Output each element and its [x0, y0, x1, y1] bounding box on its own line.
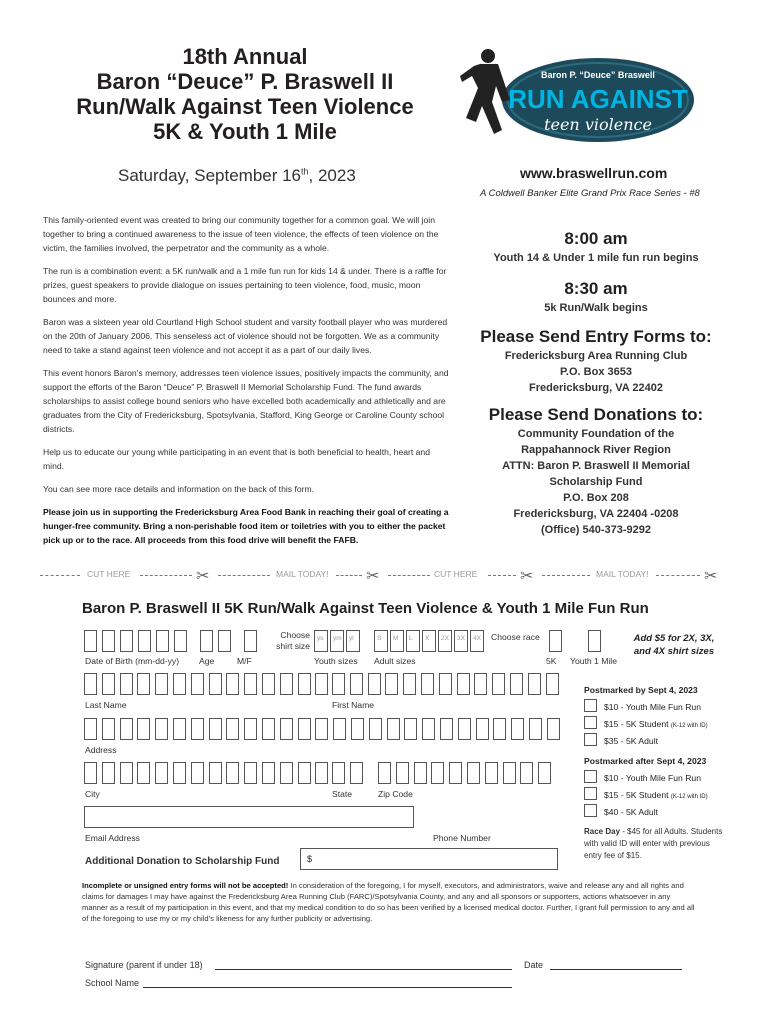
choose-race-label: Choose race [491, 632, 540, 642]
dash-segment [140, 575, 192, 576]
address-char-box[interactable] [315, 718, 328, 740]
donation-input[interactable] [300, 848, 558, 870]
intro-paragraph: Baron was a sixteen year old Courtland High School student and varsity football player who was murdered on the 20th of January 2006. This senseless act of violence should not be forgotten. We as a community need to take a stand against teen violence and not accept it as a part of our daily lives. [43, 317, 448, 355]
first-name-char-box[interactable] [421, 673, 434, 695]
dash-segment [488, 575, 516, 576]
first-name-char-box[interactable] [368, 673, 381, 695]
last-name-char-box[interactable] [102, 673, 115, 695]
youth-start-time: 8:00 am [564, 229, 628, 248]
student-note: (K-12 with ID) [670, 723, 708, 729]
address-char-box[interactable] [244, 718, 257, 740]
entry-line: P.O. Box 3653 [560, 366, 632, 378]
last-name-label: Last Name [85, 700, 127, 710]
title-line: Baron “Deuce” P. Braswell II [96, 69, 394, 94]
last-name-char-box[interactable] [84, 673, 97, 695]
city-char-box[interactable] [209, 762, 222, 784]
last-name-char-box[interactable] [226, 673, 239, 695]
zip-char-box[interactable] [485, 762, 498, 784]
last-name-char-box[interactable] [315, 673, 328, 695]
signature-label: Signature (parent if under 18) [85, 960, 203, 970]
city-char-box[interactable] [315, 762, 328, 784]
svg-text:teen violence: teen violence [544, 115, 652, 134]
price-student-late-label [604, 790, 708, 800]
title-line: 5K & Youth 1 Mile [153, 119, 337, 144]
zip-char-box[interactable] [449, 762, 462, 784]
address-char-box[interactable] [440, 718, 453, 740]
size-option-label: 2X [441, 635, 449, 642]
price-youth-label: $10 - Youth Mile Fun Run [604, 702, 701, 712]
address-char-box[interactable] [298, 718, 311, 740]
address-char-box[interactable] [280, 718, 293, 740]
dash-segment [542, 575, 590, 576]
waiver-text [82, 880, 696, 924]
address-label: Address [85, 745, 117, 755]
zip-char-box[interactable] [520, 762, 533, 784]
city-char-box[interactable] [244, 762, 257, 784]
city-char-box[interactable] [137, 762, 150, 784]
last-name-char-box[interactable] [244, 673, 257, 695]
price-student-text: $15 - 5K Student [604, 719, 669, 729]
price-adult-late-label: $40 - 5K Adult [604, 807, 658, 817]
date-line[interactable] [550, 969, 682, 970]
entry-line: Fredericksburg Area Running Club [504, 350, 688, 362]
city-char-box[interactable] [102, 762, 115, 784]
dash-segment [388, 575, 430, 576]
price-adult-late-checkbox[interactable] [584, 804, 597, 817]
donation-line: Rappahannock River Region [521, 444, 671, 456]
youth-sizes-label: Youth sizes [314, 656, 358, 666]
size-option-label: L [409, 635, 413, 642]
first-name-char-box[interactable] [385, 673, 398, 695]
donations-header: Please Send Donations to: [488, 405, 704, 424]
dob-digit-box[interactable] [84, 630, 97, 652]
svg-text:RUN AGAINST: RUN AGAINST [508, 84, 688, 114]
intro-paragraph: This event honors Baron’s memory, addresses teen violence issues, positively impacts the community, and support the efforts of the Baron “Deuce” P. Braswell II Memorial Scholarship Fund. The fund awards scholarships to assist college bound seniors who have excelled both academically and athletically and are graduates from the City of Fredericksburg, Spotsylvania, Stafford, King George or Caroline County school districts. [43, 368, 449, 434]
website-url[interactable]: www.braswellrun.com [520, 165, 668, 181]
adult-size-box[interactable] [454, 630, 468, 652]
mail-today-text: MAIL TODAY! [276, 569, 329, 579]
city-char-box[interactable] [120, 762, 133, 784]
price-adult-label: $35 - 5K Adult [604, 736, 658, 746]
donation-line: Scholarship Fund [549, 476, 643, 488]
zip-char-box[interactable] [503, 762, 516, 784]
address-char-box[interactable] [458, 718, 471, 740]
cut-here-text: CUT HERE [434, 569, 478, 579]
mail-today-text: MAIL TODAY! [596, 569, 649, 579]
price-youth-checkbox[interactable] [584, 699, 597, 712]
intro-text [43, 213, 453, 556]
last-name-char-box[interactable] [280, 673, 293, 695]
zip-char-box[interactable] [467, 762, 480, 784]
postmarked-before-header: Postmarked by Sept 4, 2023 [584, 685, 698, 695]
price-student-checkbox[interactable] [584, 716, 597, 729]
adult-size-box[interactable] [438, 630, 452, 652]
donation-line: Fredericksburg, VA 22404 -0208 [513, 508, 679, 520]
5k-start-desc: 5k Run/Walk begins [544, 302, 648, 314]
city-char-box[interactable] [280, 762, 293, 784]
zip-char-box[interactable] [431, 762, 444, 784]
last-name-char-box[interactable] [173, 673, 186, 695]
waiver-bold: Incomplete or unsigned entry forms will not be accepted! [82, 881, 289, 890]
scissors-icon: ✂ [366, 568, 380, 585]
city-char-box[interactable] [298, 762, 311, 784]
address-char-box[interactable] [476, 718, 489, 740]
date-suffix: , 2023 [308, 166, 356, 185]
event-title [40, 44, 450, 144]
race-day-label: Race Day [584, 827, 621, 836]
first-name-char-box[interactable] [332, 673, 345, 695]
address-char-box[interactable] [387, 718, 400, 740]
5k-start-time: 8:30 am [564, 279, 628, 298]
address-char-box[interactable] [547, 718, 560, 740]
address-char-box[interactable] [102, 718, 115, 740]
adult-size-box[interactable] [422, 630, 436, 652]
intro-paragraph: This family-oriented event was created to bring our community together for a common goal. We will join together to bring a continued awareness to the issue of teen violence, the effects of teen violence on the victim, the families involved, the perpetrator and the community as a whole. [43, 215, 439, 253]
youth-size-box[interactable] [314, 630, 328, 652]
address-char-box[interactable] [84, 718, 97, 740]
city-char-box[interactable] [191, 762, 204, 784]
age-label: Age [199, 656, 215, 666]
runner-logo-icon [458, 42, 696, 160]
race-day-note [584, 826, 724, 862]
event-date [118, 166, 356, 186]
first-name-char-box[interactable] [350, 673, 363, 695]
dash-segment [656, 575, 700, 576]
first-name-char-box[interactable] [474, 673, 487, 695]
city-char-box[interactable] [173, 762, 186, 784]
zip-char-box[interactable] [396, 762, 409, 784]
donation-label: Additional Donation to Scholarship Fund [85, 856, 280, 867]
last-name-char-box[interactable] [209, 673, 222, 695]
dash-segment [40, 575, 80, 576]
size-option-label: ys [317, 635, 324, 642]
svg-text:Baron P. “Deuce” Braswell: Baron P. “Deuce” Braswell [541, 70, 655, 80]
size-option-label: 3X [457, 635, 465, 642]
zip-char-box[interactable] [378, 762, 391, 784]
youth-size-box[interactable] [330, 630, 344, 652]
dash-segment [336, 575, 362, 576]
entry-line: Fredericksburg, VA 22402 [529, 382, 663, 394]
size-option-label: S [377, 635, 382, 642]
date-sup: th [301, 166, 309, 177]
adult-size-box[interactable] [470, 630, 484, 652]
race-youth-checkbox[interactable] [588, 630, 601, 652]
address-char-box[interactable] [333, 718, 346, 740]
address-char-box[interactable] [404, 718, 417, 740]
size-option-label: X [425, 635, 430, 642]
cut-here-text: CUT HERE [87, 569, 131, 579]
dob-digit-box[interactable] [138, 630, 151, 652]
title-line: Run/Walk Against Teen Violence [76, 94, 414, 119]
first-name-char-box[interactable] [510, 673, 523, 695]
scissors-icon: ✂ [704, 568, 718, 585]
form-title: Baron P. Braswell II 5K Run/Walk Against Teen Violence & Youth 1 Mile Fun Run [82, 600, 649, 617]
state-label: State [332, 789, 353, 799]
address-char-box[interactable] [493, 718, 506, 740]
race-youth-label: Youth 1 Mile [570, 656, 617, 666]
adult-sizes-label: Adult sizes [374, 656, 416, 666]
food-drive-paragraph: Please join us in supporting the Fredericksburg Area Food Bank in reaching their goal of creating a hunger-free community. Bring a non-perishable food item or toiletries with you to either the packet pick up or to the race. All proceeds from this food drive will benefit the FAFB. [43, 507, 449, 545]
dob-label: Date of Birth (mm-dd-yy) [85, 656, 180, 666]
scissors-icon: ✂ [520, 568, 534, 585]
price-youth-late-label: $10 - Youth Mile Fun Run [604, 773, 701, 783]
zip-label: Zip Code [378, 789, 413, 799]
address-char-box[interactable] [511, 718, 524, 740]
address-char-box[interactable] [351, 718, 364, 740]
zip-char-box[interactable] [538, 762, 551, 784]
first-name-label: First Name [332, 700, 375, 710]
last-name-char-box[interactable] [120, 673, 133, 695]
dob-digit-box[interactable] [174, 630, 187, 652]
address-char-box[interactable] [226, 718, 239, 740]
donation-line: ATTN: Baron P. Braswell II Memorial [502, 460, 690, 472]
price-student-late-checkbox[interactable] [584, 787, 597, 800]
city-char-box[interactable] [262, 762, 275, 784]
choose-shirt-label: Choose shirt size [276, 630, 310, 651]
donation-line: Community Foundation of the [517, 428, 675, 440]
intro-paragraph: Help us to educate our young while participating in an event that is both beneficial to health, heart and mind. [43, 447, 430, 471]
city-label: City [85, 789, 100, 799]
first-name-char-box[interactable] [439, 673, 452, 695]
address-char-box[interactable] [191, 718, 204, 740]
youth-start-desc: Youth 14 & Under 1 mile fun run begins [493, 252, 699, 264]
phone-label: Phone Number [433, 833, 491, 843]
last-name-char-box[interactable] [155, 673, 168, 695]
student-late-note: (K-12 with ID) [670, 794, 708, 800]
dollar-sign: $ [307, 854, 313, 864]
donation-line: P.O. Box 208 [563, 492, 629, 504]
race-day-text: - $45 for all Adults. Students with valid ID will enter with previous entry fee of $15. [584, 827, 723, 860]
age-digit-box[interactable] [218, 630, 231, 652]
signature-line[interactable] [215, 969, 512, 970]
series-label: A Coldwell Banker Elite Grand Prix Race Series - #8 [480, 188, 700, 199]
dob-digit-box[interactable] [156, 630, 169, 652]
state-char-box[interactable] [332, 762, 345, 784]
run-logo [458, 42, 696, 160]
race-5k-label: 5K [546, 656, 557, 666]
add-fee-note: Add $5 for 2X, 3X, and 4X shirt sizes [633, 633, 715, 657]
size-option-label: 4X [473, 635, 481, 642]
price-adult-checkbox[interactable] [584, 733, 597, 746]
email-input[interactable] [84, 806, 414, 828]
schedule-and-addresses [478, 228, 714, 538]
dob-digit-box[interactable] [120, 630, 133, 652]
address-char-box[interactable] [262, 718, 275, 740]
last-name-char-box[interactable] [137, 673, 150, 695]
price-student-label [604, 719, 708, 729]
email-label: Email Address [85, 833, 140, 843]
donation-line: (Office) 540-373-9292 [540, 524, 652, 536]
price-youth-late-checkbox[interactable] [584, 770, 597, 783]
dob-digit-box[interactable] [102, 630, 115, 652]
dash-segment [218, 575, 270, 576]
youth-size-box[interactable] [346, 630, 360, 652]
postmarked-after-header: Postmarked after Sept 4, 2023 [584, 756, 707, 766]
address-char-box[interactable] [529, 718, 542, 740]
first-name-char-box[interactable] [457, 673, 470, 695]
address-char-box[interactable] [155, 718, 168, 740]
city-char-box[interactable] [155, 762, 168, 784]
mf-box[interactable] [244, 630, 257, 652]
age-digit-box[interactable] [200, 630, 213, 652]
address-char-box[interactable] [369, 718, 382, 740]
city-char-box[interactable] [226, 762, 239, 784]
intro-paragraph: The run is a combination event: a 5K run/walk and a 1 mile fun run for kids 14 & under. There is a raffle for prizes, guest speakers to provide dialogue on issues pertaining to teen violence, food, music, moon bounces and more. [43, 266, 447, 304]
adult-size-box[interactable] [390, 630, 404, 652]
race-5k-checkbox[interactable] [549, 630, 562, 652]
first-name-char-box[interactable] [546, 673, 559, 695]
price-student-late-text: $15 - 5K Student [604, 790, 669, 800]
last-name-char-box[interactable] [262, 673, 275, 695]
first-name-char-box[interactable] [492, 673, 505, 695]
adult-size-box[interactable] [374, 630, 388, 652]
school-line[interactable] [143, 987, 512, 988]
last-name-char-box[interactable] [298, 673, 311, 695]
scissors-icon: ✂ [196, 568, 210, 585]
first-name-char-box[interactable] [403, 673, 416, 695]
first-name-char-box[interactable] [528, 673, 541, 695]
size-option-label: yl [349, 635, 354, 642]
school-label: School Name [85, 978, 140, 988]
state-char-box[interactable] [350, 762, 363, 784]
cut-line [40, 566, 730, 586]
date-label: Date [524, 960, 544, 970]
intro-paragraph: You can see more race details and information on the back of this form. [43, 484, 315, 494]
address-char-box[interactable] [209, 718, 222, 740]
entry-header: Please Send Entry Forms to: [480, 327, 712, 346]
size-option-label: ym [333, 635, 342, 642]
waiver-body: In consideration of the foregoing, I for myself, executors, and administrators, waive and release any and all rights and claims for damages I may have against the Fredericksburg Area Running Club (FARC)/Spotsylvania County, and any and all sponsors or supporters, actions whatsoever in any manner as a result of my participation in this event, and that my medical condition to do so has been verified by a licensed medical doctor. Further, I grant full permission to any and all of the foregoing to use my or my child’s likeness for any further publicity or advertising. [82, 881, 695, 923]
last-name-char-box[interactable] [191, 673, 204, 695]
adult-size-box[interactable] [406, 630, 420, 652]
date-prefix: Saturday, September 16 [118, 166, 302, 185]
address-char-box[interactable] [120, 718, 133, 740]
size-option-label: M [393, 635, 399, 642]
address-char-box[interactable] [173, 718, 186, 740]
zip-char-box[interactable] [414, 762, 427, 784]
address-char-box[interactable] [137, 718, 150, 740]
address-char-box[interactable] [422, 718, 435, 740]
city-char-box[interactable] [84, 762, 97, 784]
title-line: 18th Annual [182, 44, 308, 69]
mf-label: M/F [237, 656, 252, 666]
